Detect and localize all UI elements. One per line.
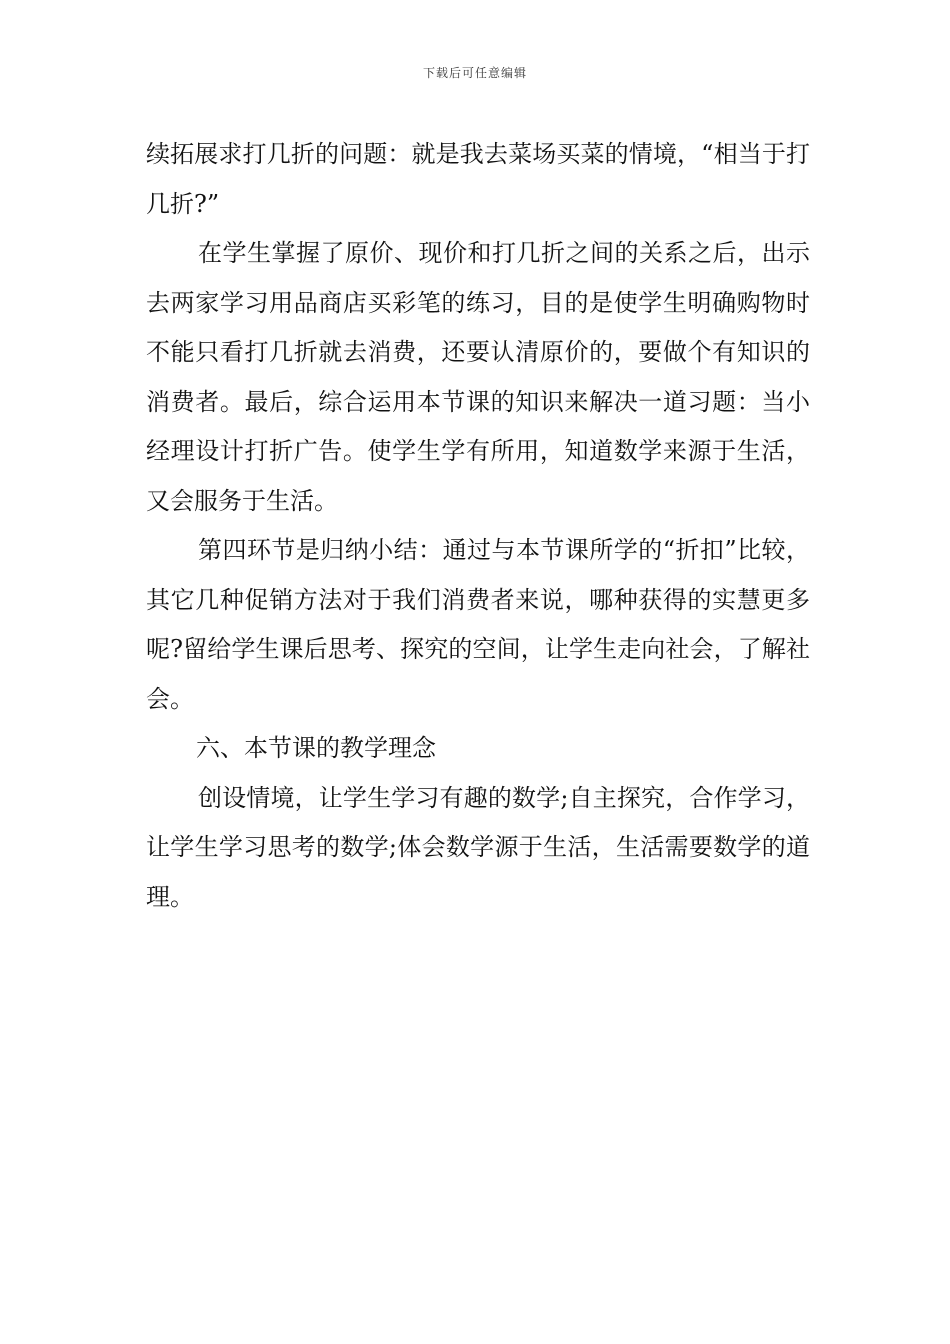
page-header-note: 下载后可任意编辑 [422,66,527,80]
paragraph-practice: 在学生掌握了原价、现价和打几折之间的关系之后，出示去两家学习用品商店买彩笔的练习，目的是使学生明确购物时不能只看打几折就去消费，还要认清原价的，要做个有知识的消费者。最后，综合运用本节课的知识来解决一道习题：当小经理设计打折广告。使学生学有所用，知道数学来源于生活，又会服务于生活。 [146,239,810,515]
document-body [146,130,810,922]
paragraph-teaching-concept: 创设情境，让学生学习有趣的数学;自主探究，合作学习，让学生学习思考的数学;体会数学源于生活，生活需要数学的道理。 [146,783,810,911]
paragraph-summary-step: 第四环节是归纳小结：通过与本节课所学的“折扣”比较，其它几种促销方法对于我们消费者来说，哪种获得的实慧更多呢?留给学生课后思考、探究的空间，让学生走向社会，了解社会。 [146,536,810,713]
section-heading: 六、本节课的教学理念 [196,734,436,762]
paragraph-continuation: 续拓展求打几折的问题：就是我去菜场买菜的情境，“相当于打几折?” [146,140,810,218]
